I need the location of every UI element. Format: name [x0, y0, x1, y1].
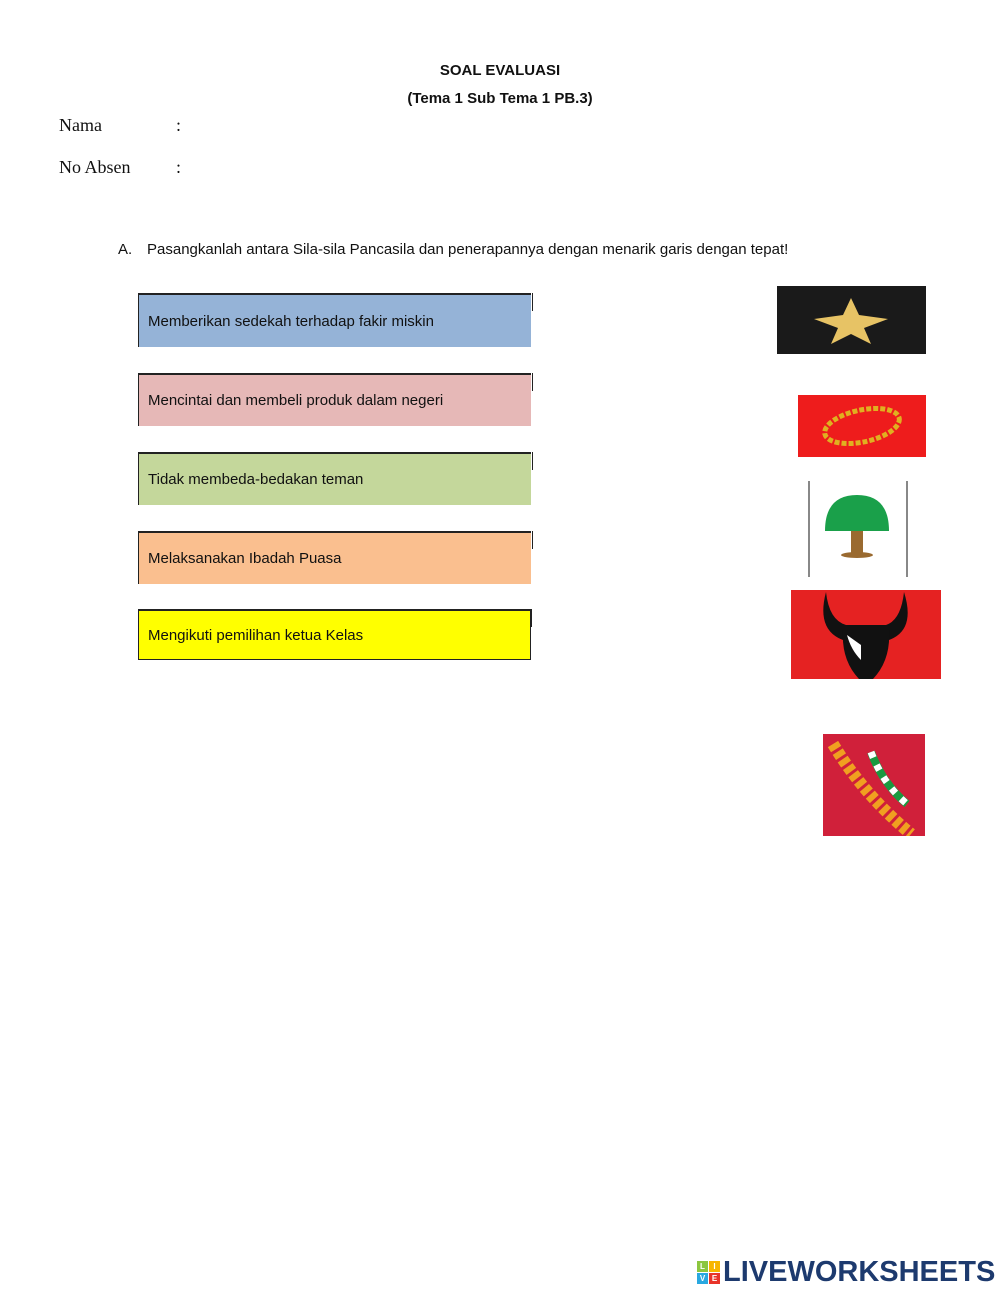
- name-colon: :: [176, 115, 182, 135]
- absen-colon: :: [176, 157, 182, 177]
- statement-text: Memberikan sedekah terhadap fakir miskin: [148, 313, 434, 330]
- bull-head-icon[interactable]: [791, 590, 941, 679]
- logo-tiles: [697, 1261, 720, 1284]
- star-icon[interactable]: [777, 286, 926, 354]
- chain-icon[interactable]: [798, 395, 926, 457]
- name-label: Nama: [59, 115, 102, 135]
- logo-tile: V: [697, 1273, 708, 1284]
- statement-box-4[interactable]: [138, 531, 531, 584]
- logo-text: LIVEWORKSHEETS: [723, 1256, 996, 1288]
- statement-text: Melaksanakan Ibadah Puasa: [148, 550, 342, 567]
- statement-text: Mengikuti pemilihan ketua Kelas: [148, 627, 364, 644]
- instruction-text: Pasangkanlah antara Sila-sila Pancasila dan penerapannya dengan menarik garis dengan tepat!: [147, 241, 789, 258]
- rice-cotton-icon[interactable]: [823, 734, 925, 836]
- logo-tile: I: [709, 1261, 720, 1272]
- liveworksheets-logo: [697, 1256, 995, 1289]
- statement-box-1[interactable]: [138, 293, 531, 347]
- statement-text: Tidak membeda-bedakan teman: [148, 471, 364, 488]
- banyan-tree-icon[interactable]: [808, 481, 908, 577]
- statement-box-2[interactable]: [138, 373, 531, 426]
- page-title: SOAL EVALUASI: [439, 62, 561, 79]
- statement-box-3[interactable]: [138, 452, 531, 505]
- statement-box-5[interactable]: [138, 609, 531, 660]
- logo-tile: E: [709, 1273, 720, 1284]
- instruction-number: A.: [118, 241, 133, 258]
- page-subtitle: (Tema 1 Sub Tema 1 PB.3): [407, 90, 593, 107]
- instruction: [118, 241, 788, 258]
- statement-text: Mencintai dan membeli produk dalam negeri: [148, 392, 444, 409]
- absen-label: No Absen: [59, 157, 131, 177]
- logo-tile: L: [697, 1261, 708, 1272]
